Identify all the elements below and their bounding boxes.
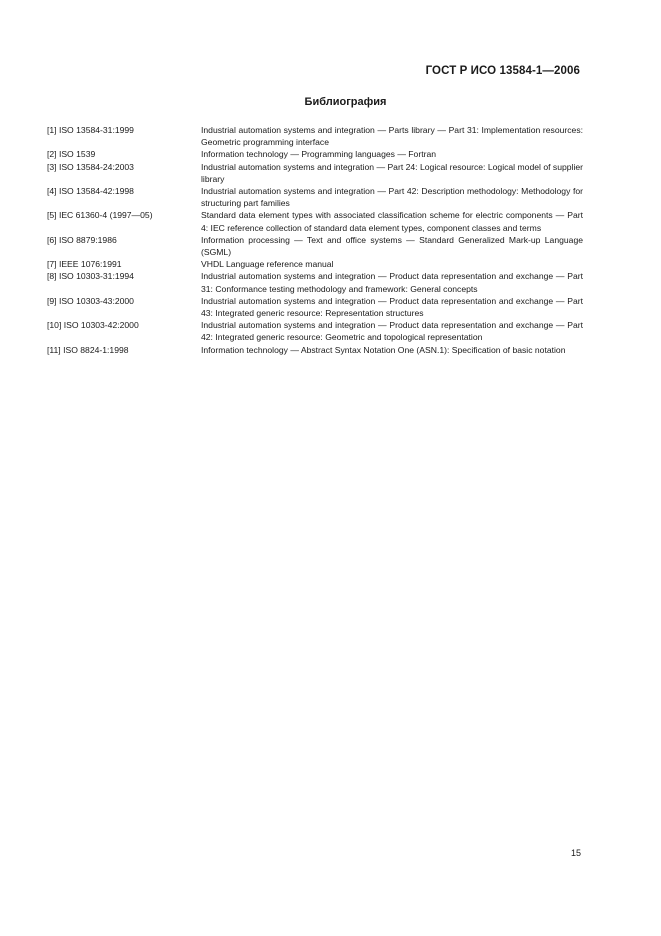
bibliography-reference: [8] ISO 10303-31:1994 (47, 271, 134, 282)
bibliography-entry (47, 258, 583, 270)
bibliography-reference: [3] ISO 13584-24:2003 (47, 161, 134, 172)
bibliography-entry (47, 295, 583, 319)
bibliography-entry (47, 185, 583, 209)
bibliography-title: Industrial automation systems and integration — Parts library — Part 31: Implementation resources: Geometric programming interface (201, 125, 583, 148)
bibliography-title: Information technology — Abstract Syntax Notation One (ASN.1): Specification of basic notation (201, 344, 566, 355)
bibliography-entry (47, 344, 583, 356)
bibliography-reference: [10] ISO 10303-42:2000 (47, 320, 139, 331)
bibliography-reference: [6] ISO 8879:1986 (47, 234, 117, 245)
section-title: Библиография (304, 96, 387, 108)
bibliography-title: Industrial automation systems and integration — Part 42: Description methodology: Methodology for structuring part families (201, 186, 583, 209)
bibliography-entry (47, 124, 583, 148)
bibliography-entry (47, 148, 583, 160)
bibliography-title: VHDL Language reference manual (201, 259, 334, 270)
bibliography-entry (47, 234, 583, 258)
page-number: 15 (570, 848, 581, 858)
bibliography-title: Industrial automation systems and integration — Part 24: Logical resource: Logical model of supplier library (201, 161, 583, 184)
bibliography-reference: [7] IEEE 1076:1991 (47, 259, 122, 270)
bibliography-title: Information processing — Text and office systems — Standard Generalized Mark-up Language (SGML) (201, 234, 583, 258)
bibliography-reference: [9] ISO 10303-43:2000 (47, 295, 134, 306)
bibliography-title: Industrial automation systems and integration — Product data representation and exchange — Part 42: Integrated generic resource: Geometric and topological representation (201, 320, 583, 343)
bibliography-entry (47, 161, 583, 185)
bibliography-entry (47, 270, 583, 294)
bibliography-reference: [4] ISO 13584-42:1998 (47, 186, 134, 197)
bibliography-entry (47, 209, 583, 233)
bibliography-reference: [2] ISO 1539 (47, 149, 96, 160)
bibliography-entry (47, 319, 583, 343)
bibliography-list (47, 124, 583, 356)
bibliography-title: Industrial automation systems and integration — Product data representation and exchange — Part 43: Integrated generic resource: Representation structures (201, 295, 583, 319)
bibliography-title: Information technology — Programming languages — Fortran (201, 149, 437, 160)
standard-code-header: ГОСТ Р ИСО 13584-1—2006 (425, 65, 580, 77)
bibliography-reference: [5] IEC 61360-4 (1997—05) (47, 210, 153, 221)
bibliography-reference: [1] ISO 13584-31:1999 (47, 125, 134, 135)
bibliography-reference: [11] ISO 8824-1:1998 (47, 344, 129, 355)
bibliography-title: Industrial automation systems and integration — Product data representation and exchange — Part 31: Conformance testing methodology and framework: General concepts (201, 271, 583, 294)
bibliography-title: Standard data element types with associated classification scheme for electric components — Part 4: IEC reference collection of standard data element types, component classes and terms (201, 210, 583, 233)
